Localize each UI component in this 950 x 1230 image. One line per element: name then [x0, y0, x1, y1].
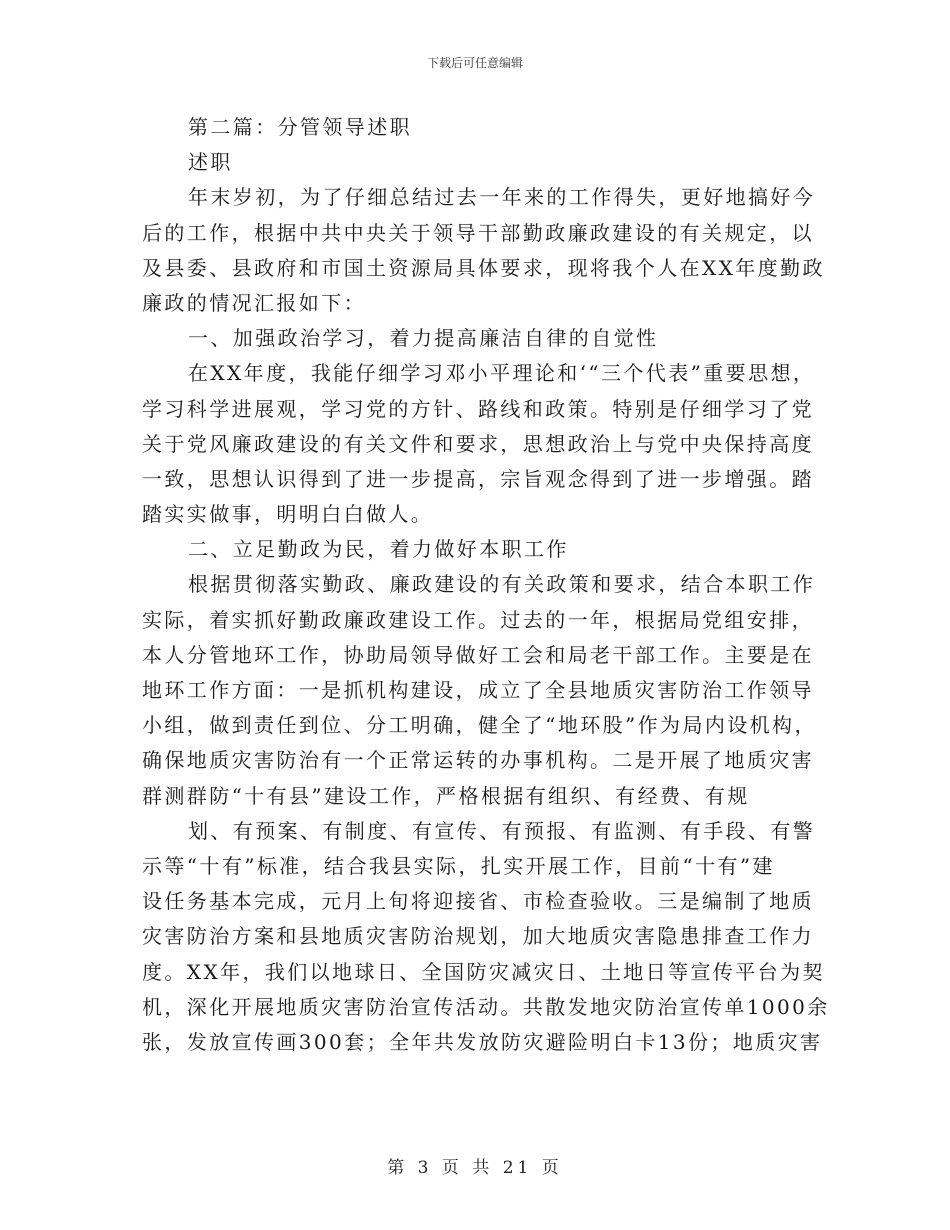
text-line: 设任务基本完成，元月上旬将迎接省、市检查验收。三是编制了地质: [142, 889, 814, 914]
text-line: 学习科学进展观，学习党的方针、路线和政策。特别是仔细学习了党: [142, 396, 814, 421]
text-line: 本人分管地环工作，协助局领导做好工会和局老干部工作。主要是在: [142, 642, 814, 667]
page-number: 第 3 页 共 21 页: [387, 1158, 563, 1178]
text-line: 地环工作方面：一是抓机构建设，成立了全县地质灾害防治工作领导: [142, 678, 814, 702]
text-line: 及县委、县政府和市国土资源局具体要求，现将我个人在XX年度勤政: [142, 255, 825, 280]
text-line: 张，发放宣传画300套；全年共发放防灾避险明白卡13份；地质灾害: [142, 1029, 823, 1054]
text-line: 关于党风廉政建设的有关文件和要求，思想政治上与党中央保持高度: [142, 431, 814, 456]
text-line: 根据贯彻落实勤政、廉政建设的有关政策和要求，结合本职工作: [188, 572, 816, 597]
text-line: 一、加强政治学习，着力提高廉洁自律的自觉性: [188, 326, 659, 351]
text-line: 第二篇：分管领导述职: [188, 115, 412, 139]
document-body: [142, 110, 830, 1060]
text-line: 述职: [188, 150, 233, 175]
text-line: 确保地质灾害防治有一个正常运转的办事机构。二是开展了地质灾害: [142, 748, 814, 773]
text-line: 实际，着实抓好勤政廉政建设工作。过去的一年，根据局党组安排，: [142, 607, 814, 632]
text-line: 小组，做到责任到位、分工明确，健全了“地环股”作为局内设机构，: [142, 713, 817, 738]
text-line: 年末岁初，为了仔细总结过去一年来的工作得失，更好地搞好今: [188, 185, 816, 210]
text-line: 廉政的情况汇报如下：: [142, 290, 366, 315]
text-line: 后的工作，根据中共中央关于领导干部勤政廉政建设的有关规定，以: [142, 220, 814, 245]
text-line: 群测群防“十有县”建设工作，严格根据有组织、有经费、有规: [142, 783, 750, 808]
text-line: 二、立足勤政为民，着力做好本职工作: [188, 537, 569, 562]
text-line: 度。XX年，我们以地球日、全国防灾减灾日、土地日等宣传平台为契: [142, 959, 825, 984]
text-line: 一致，思想认识得到了进一步提高，宗旨观念得到了进一步增强。踏: [142, 466, 814, 491]
header-note: 下载后可任意编辑: [426, 56, 523, 70]
text-line: 灾害防治方案和县地质灾害防治规划，加大地质灾害隐患排查工作力: [142, 924, 814, 949]
text-line: 踏实实做事，明明白白做人。: [142, 502, 434, 527]
text-line: 在XX年度，我能仔细学习邓小平理论和‘“三个代表”重要思想，: [188, 361, 816, 386]
text-line: 划、有预案、有制度、有宣传、有预报、有监测、有手段、有警: [188, 818, 816, 843]
text-line: 机，深化开展地质灾害防治宣传活动。共散发地灾防治宣传单1000余: [142, 994, 830, 1019]
text-line: 示等“十有”标准，结合我县实际，扎实开展工作，目前“十有”建: [142, 853, 775, 878]
